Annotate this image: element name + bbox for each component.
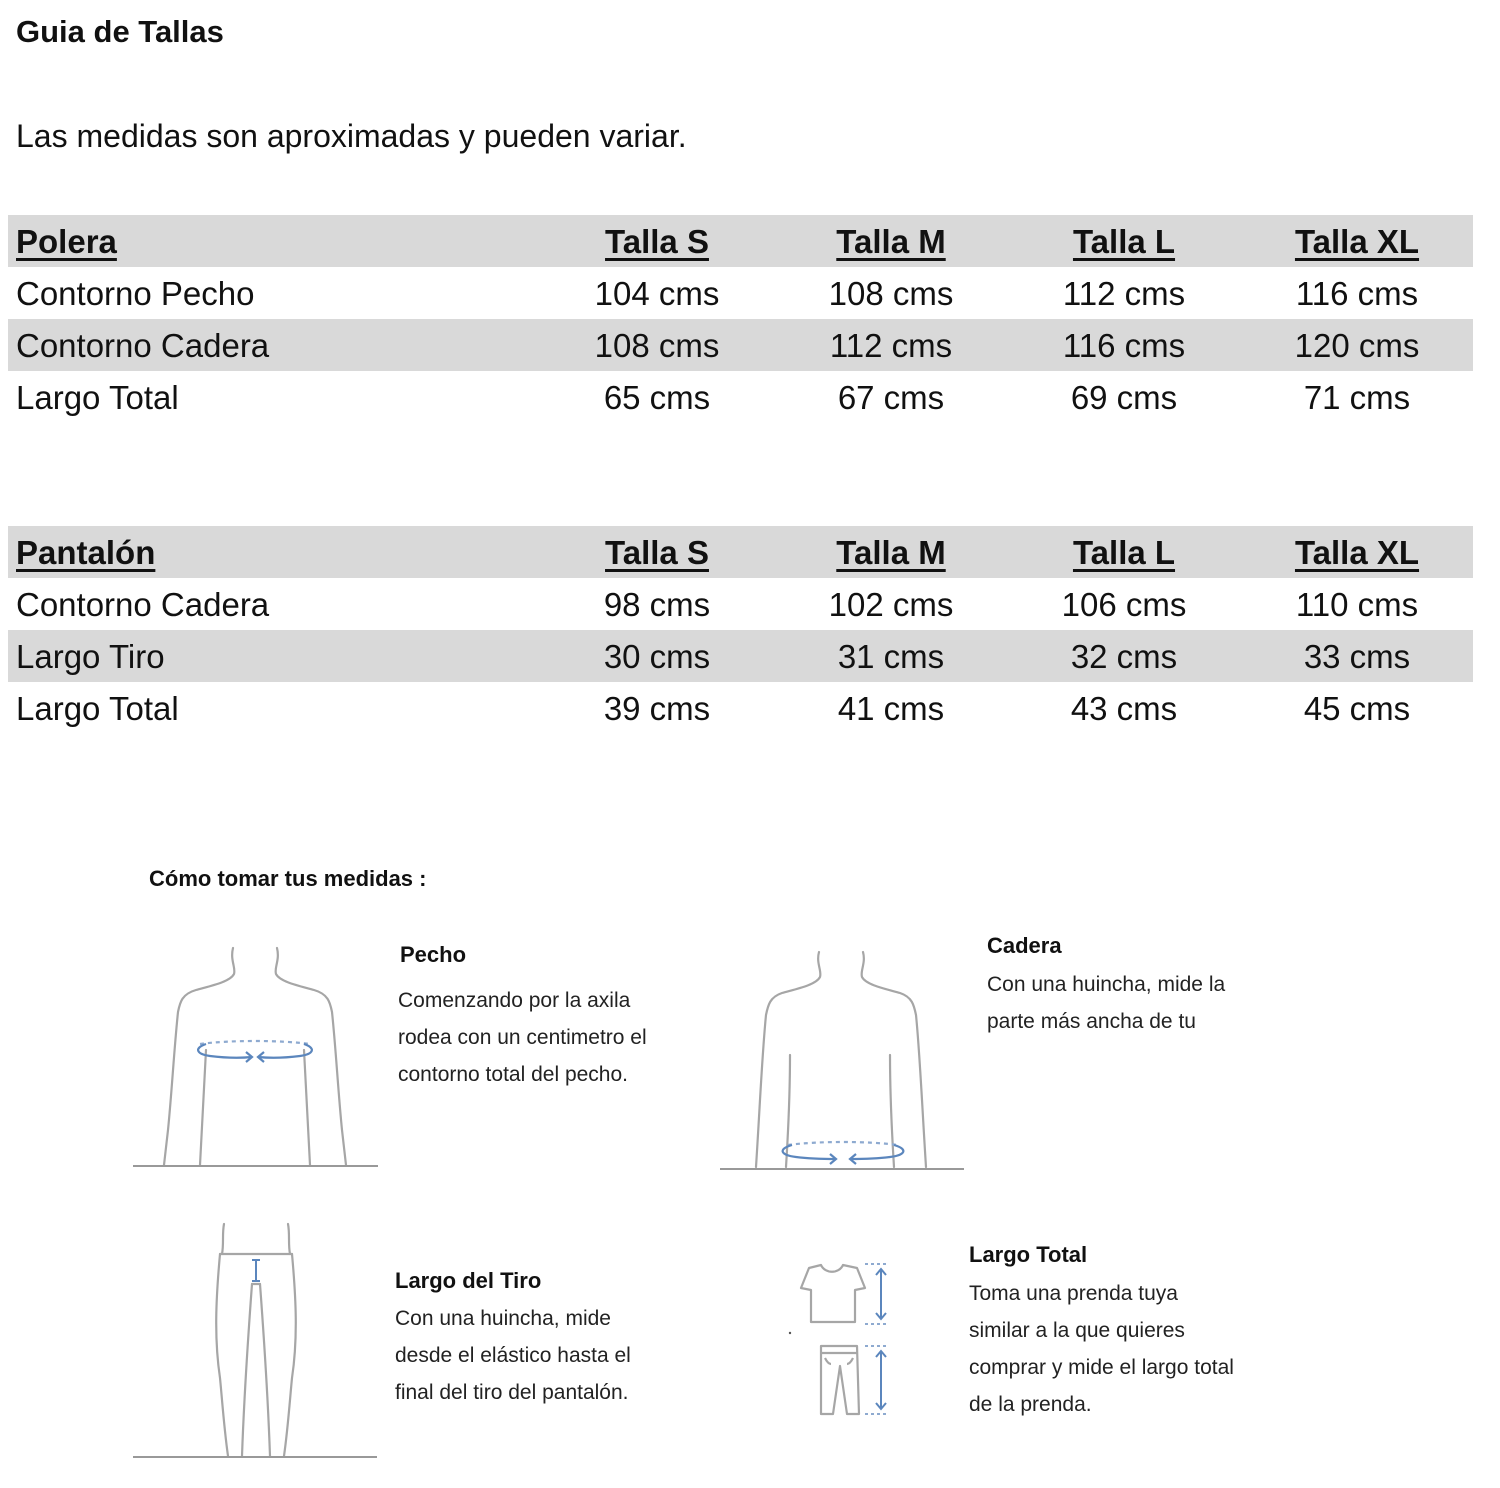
instruction-line: de la prenda. xyxy=(969,1393,1092,1416)
cell-size-l: 106 cms xyxy=(1061,586,1187,623)
row-label: Contorno Pecho xyxy=(16,275,255,312)
table-row xyxy=(8,682,1473,734)
column-header-garment: Polera xyxy=(16,223,117,260)
cell-size-l: 116 cms xyxy=(1062,327,1186,364)
instruction-text-pecho xyxy=(398,982,647,1093)
cell-size-l: 43 cms xyxy=(1070,690,1178,727)
column-header-size-xl: Talla XL xyxy=(1294,223,1420,260)
column-header-size-xl: Talla XL xyxy=(1294,534,1420,571)
cell-size-xl: 110 cms xyxy=(1295,586,1419,623)
cell-size-xl: 33 cms xyxy=(1303,638,1411,675)
instruction-line: Con una huincha, mide xyxy=(395,1307,611,1330)
column-header-size-s: Talla S xyxy=(605,534,709,571)
row-label: Contorno Cadera xyxy=(16,327,270,364)
cell-size-s: 98 cms xyxy=(603,586,711,623)
polera-size-table xyxy=(8,215,1473,423)
column-header-size-l: Talla L xyxy=(1072,223,1176,260)
cell-size-m: 41 cms xyxy=(837,690,945,727)
instruction-line: desde el elástico hasta el xyxy=(395,1344,631,1367)
chest-measure-figure-icon xyxy=(130,940,380,1175)
cell-size-l: 112 cms xyxy=(1062,275,1186,312)
hip-measure-figure-icon xyxy=(718,945,968,1175)
cell-size-m: 112 cms xyxy=(829,327,953,364)
table-header-row xyxy=(8,215,1473,267)
pantalon-size-table xyxy=(8,526,1473,734)
table-row xyxy=(8,319,1473,371)
instruction-title-largo-tiro: Largo del Tiro xyxy=(395,1268,542,1293)
page-title: Guia de Tallas xyxy=(16,14,224,49)
page-subtitle: Las medidas son aproximadas y pueden variar. xyxy=(16,118,687,154)
cell-size-s: 108 cms xyxy=(594,327,720,364)
row-label: Largo Total xyxy=(16,379,179,416)
cell-size-m: 102 cms xyxy=(828,586,954,623)
cell-size-s: 65 cms xyxy=(603,379,711,416)
cell-size-s: 30 cms xyxy=(603,638,711,675)
column-header-size-m: Talla M xyxy=(836,534,946,571)
instruction-line: Con una huincha, mide la xyxy=(987,973,1226,996)
row-label: Largo Tiro xyxy=(16,638,165,675)
garment-length-figure-icon xyxy=(785,1258,895,1423)
column-header-size-l: Talla L xyxy=(1072,534,1176,571)
table-row xyxy=(8,267,1473,319)
instruction-title-cadera: Cadera xyxy=(987,933,1062,958)
instruction-line: Comenzando por la axila xyxy=(398,989,631,1012)
instruction-text-cadera xyxy=(987,966,1225,1040)
row-label: Contorno Cadera xyxy=(16,586,270,623)
cell-size-xl: 116 cms xyxy=(1295,275,1419,312)
row-label: Largo Total xyxy=(16,690,179,727)
instruction-title-pecho: Pecho xyxy=(400,942,467,967)
table-row xyxy=(8,630,1473,682)
rise-measure-figure-icon xyxy=(130,1218,380,1463)
instruction-line: final del tiro del pantalón. xyxy=(395,1381,629,1404)
column-header-size-m: Talla M xyxy=(836,223,946,260)
instruction-text-largo-total xyxy=(969,1275,1234,1423)
instruction-line: similar a la que quieres xyxy=(969,1319,1185,1342)
cell-size-xl: 71 cms xyxy=(1303,379,1411,416)
cell-size-xl: 120 cms xyxy=(1294,327,1420,364)
cell-size-xl: 45 cms xyxy=(1303,690,1411,727)
table-row xyxy=(8,371,1473,423)
cell-size-m: 67 cms xyxy=(837,379,945,416)
cell-size-m: 31 cms xyxy=(837,638,945,675)
instruction-line: contorno total del pecho. xyxy=(398,1063,628,1086)
cell-size-s: 104 cms xyxy=(594,275,720,312)
instruction-text-largo-tiro xyxy=(395,1300,631,1411)
instruction-title-largo-total: Largo Total xyxy=(969,1242,1088,1267)
table-row xyxy=(8,578,1473,630)
instruction-line: Toma una prenda tuya xyxy=(969,1282,1178,1305)
cell-size-s: 39 cms xyxy=(603,690,711,727)
cell-size-l: 69 cms xyxy=(1070,379,1178,416)
column-header-garment: Pantalón xyxy=(16,534,156,571)
column-header-size-s: Talla S xyxy=(605,223,709,260)
instruction-line: comprar y mide el largo total xyxy=(969,1356,1234,1379)
instruction-line: parte más ancha de tu xyxy=(987,1010,1196,1033)
table-header-row xyxy=(8,526,1473,578)
instruction-line: rodea con un centimetro el xyxy=(398,1026,647,1049)
cell-size-l: 32 cms xyxy=(1070,638,1178,675)
howto-title: Cómo tomar tus medidas : xyxy=(149,866,427,891)
cell-size-m: 108 cms xyxy=(828,275,954,312)
